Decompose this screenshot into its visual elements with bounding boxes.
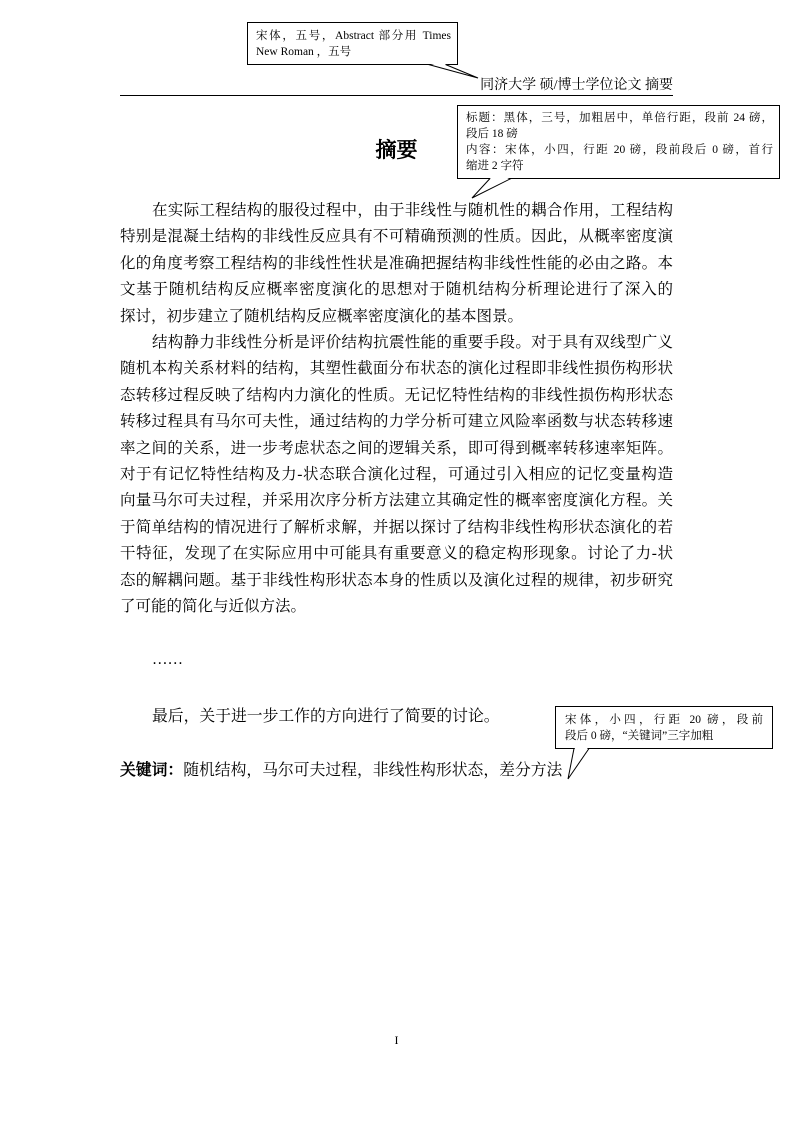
callout-line: 标题：黑体，三号，加粗居中，单倍行距，段前 24 磅，: [466, 112, 773, 124]
callout-tail-outline: [568, 749, 589, 780]
paragraph-line: 态的解耦问题。基于非线性构形状态本身的性质以及演化过程的规律，初步研究: [120, 571, 673, 589]
header-rule: [120, 95, 673, 96]
callout-line: 缩进 2 字符: [466, 160, 524, 172]
paragraph-line: 随机本构关系材料的结构，其塑性截面分布状态的演化过程即非线性损伤构形状: [120, 360, 673, 378]
callout-line: 段后 18 磅: [466, 128, 518, 140]
closing-paragraph: 最后，关于进一步工作的方向进行了简要的讨论。: [152, 708, 500, 725]
callout-tail-fill: [430, 64, 479, 78]
header-format-callout: [247, 22, 458, 65]
paragraph-line: 率之间的关系，进一步考虑状态之间的逻辑关系，即可得到概率转移速率矩阵。: [120, 439, 673, 457]
callout-tail-outline: [429, 65, 479, 79]
keywords-label: 关键词：: [120, 762, 184, 779]
paragraph-line: 文基于随机结构反应概率密度演化的思想对于随机结构分析理论进行了深入的: [120, 281, 673, 299]
callout-line: 内容：宋体，小四，行距 20 磅，段前段后 0 磅，首行: [466, 144, 773, 156]
page-number: I: [394, 1033, 399, 1047]
paragraph-line: 探讨，初步建立了随机结构反应概率密度演化的基本图景。: [120, 307, 524, 325]
callout-line: 段后 0 磅，“关键词”三字加粗: [565, 730, 714, 742]
paragraph-line: 化的角度考察工程结构的非线性性状是准确把握结构非线性性能的必由之路。本: [120, 254, 673, 272]
abstract-title: 摘要: [375, 138, 418, 162]
paragraph-line: 结构静力非线性分析是评价结构抗震性能的重要手段。对于具有双线型广义: [152, 334, 673, 351]
running-header-title: 同济大学 硕/博士学位论文 摘要: [480, 78, 673, 93]
callout-line: New Roman ，五号: [256, 46, 352, 58]
title-callout-tail: [472, 178, 511, 198]
keywords-format-callout: [555, 706, 773, 749]
keywords-callout-tail: [568, 748, 589, 779]
paragraph-line: 在实际工程结构的服役过程中，由于非线性与随机性的耦合作用，工程结构: [152, 202, 673, 219]
paragraph-line: 转移过程具有马尔可夫性，通过结构的力学分析可建立风险率函数与状态转移速: [120, 413, 673, 431]
paragraph-line: 态转移过程反映了结构内力演化的性质。无记忆特性结构的非线性损伤构形状态: [120, 386, 673, 404]
paragraph-line: 向量马尔可夫过程，并采用次序分析方法建立其确定性的概率密度演化方程。关: [120, 492, 673, 510]
header-callout-tail: [429, 64, 479, 78]
callout-tail-outline: [472, 179, 511, 199]
callout-tail-fill: [472, 178, 510, 198]
keywords-text: 随机结构，马尔可夫过程，非线性构形状态，差分方法: [183, 762, 563, 779]
paragraph-line: 了可能的简化与近似方法。: [120, 597, 307, 615]
abstract-paragraph: [120, 198, 673, 330]
omission-ellipsis: ……: [152, 651, 183, 668]
abstract-paragraph: [120, 330, 673, 620]
paragraph-line: 特别是混凝土结构的非线性反应具有不可精确预测的性质。因此，从概率密度演: [120, 228, 673, 246]
keywords-line: [120, 758, 562, 784]
paragraph-line: 干特征，发现了在实际应用中可能具有重要意义的稳定构形现象。讨论了力-状: [120, 545, 673, 563]
callout-tail-fill: [568, 748, 588, 779]
callout-line: 宋体，小四，行距 20 磅，段前: [565, 714, 763, 726]
paragraph-line: 于简单结构的情况进行了解析求解，并据以探讨了结构非线性构形状态演化的若: [120, 518, 673, 536]
callout-line: 宋体，五号，Abstract 部分用 Times: [256, 30, 451, 42]
paragraph-line: 对于有记忆特性结构及力-状态联合演化过程，可通过引入相应的记忆变量构造: [120, 465, 673, 483]
